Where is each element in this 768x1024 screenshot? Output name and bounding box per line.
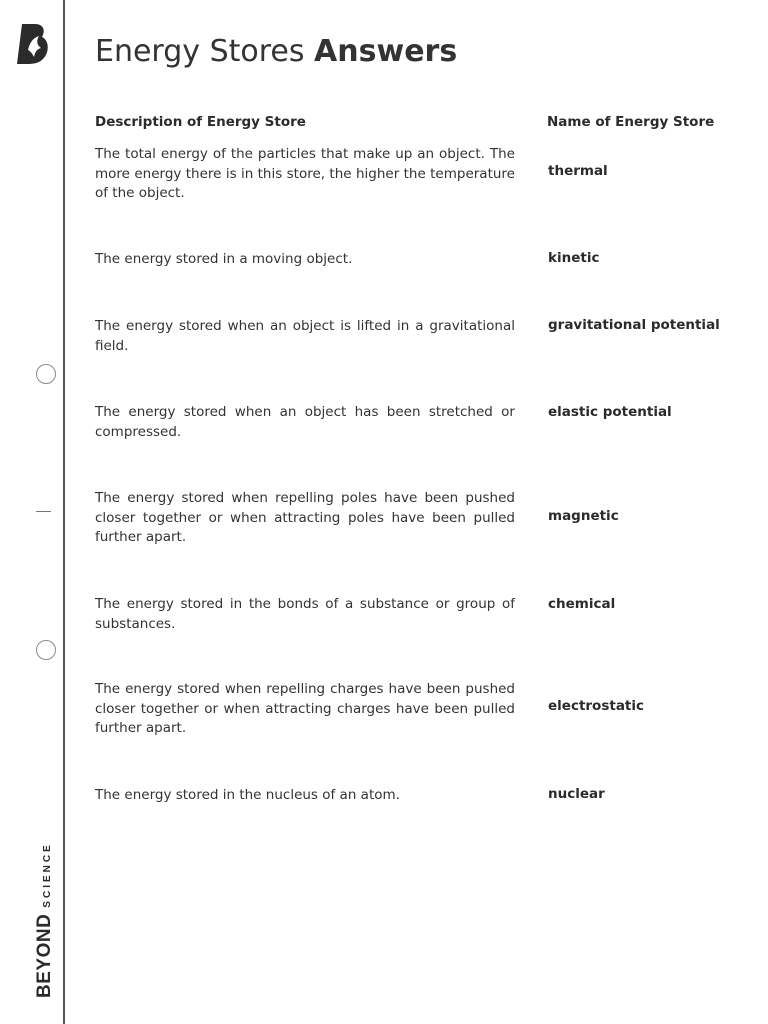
row-description: The energy stored in the nucleus of an atom. <box>95 787 400 803</box>
row-name: elastic potential <box>548 404 672 420</box>
row-description: The energy stored when repelling charges have been pushed closer together or when attracting charges have been pulled further apart. <box>95 681 515 736</box>
row-description: The total energy of the particles that make up an object. The more energy there is in this store, the higher the temperature of the object. <box>95 146 515 201</box>
row-name: nuclear <box>548 786 605 802</box>
row-description: The energy stored when repelling poles have been pushed closer together or when attracting poles have been pulled further apart. <box>95 490 515 545</box>
column-header-description: Description of Energy Store <box>95 114 306 130</box>
brand-word-science: SCIENCE <box>42 842 53 908</box>
row-description: The energy stored in the bonds of a substance or group of substances. <box>95 596 515 632</box>
brand-wordmark <box>34 842 56 998</box>
page-title <box>95 34 457 69</box>
margin-line <box>63 0 65 1024</box>
page-title-bold: Answers <box>314 34 458 69</box>
binder-hole-icon <box>36 364 56 384</box>
row-description: The energy stored when an object has been stretched or compressed. <box>95 404 515 440</box>
row-name: gravitational potential <box>548 317 720 333</box>
page-title-regular: Energy Stores <box>95 34 305 69</box>
binder-hole-icon <box>36 640 56 660</box>
row-name: electrostatic <box>548 698 645 714</box>
beyond-logo-icon <box>15 22 51 66</box>
row-description: The energy stored when an object is lifted in a gravitational field. <box>95 318 515 354</box>
row-name: chemical <box>548 596 616 612</box>
row-name: kinetic <box>548 250 600 266</box>
brand-word-beyond: BEYOND <box>34 913 55 998</box>
fold-mark <box>36 511 51 512</box>
column-header-name: Name of Energy Store <box>547 114 715 130</box>
row-name: thermal <box>548 163 608 179</box>
row-description: The energy stored in a moving object. <box>95 251 353 267</box>
row-name: magnetic <box>548 508 619 524</box>
